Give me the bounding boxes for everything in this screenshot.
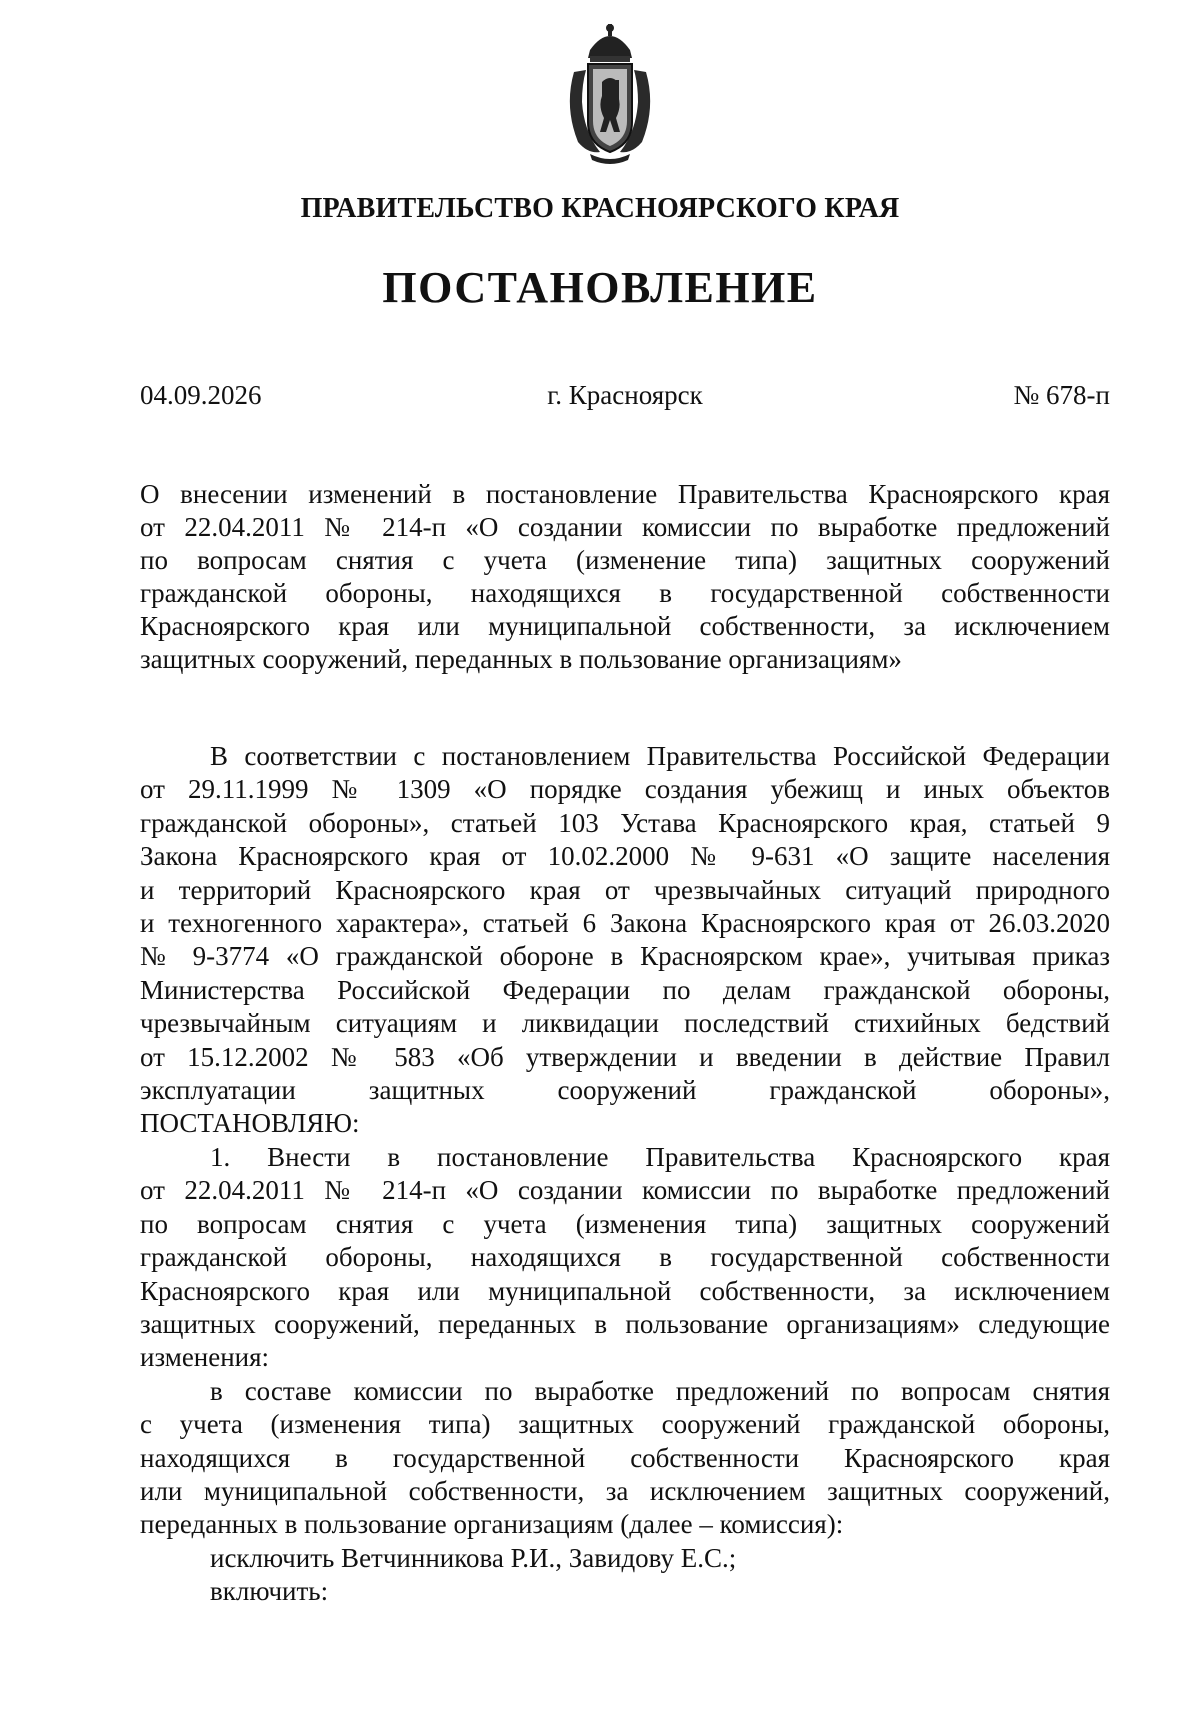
preamble-line: № 9-3774 «О гражданской обороне в Красноярском крае», учитывая приказ (140, 941, 1110, 972)
document-body (140, 740, 1110, 1609)
item-1 (140, 1141, 1110, 1375)
item-1-line: по вопросам снятия с учета (изменения типа) защитных сооружений (140, 1208, 1110, 1239)
decree-word: ПОСТАНОВЛЯЮ: (140, 1108, 360, 1139)
composition-line: с учета (изменения типа) защитных сооружений гражданской обороны, (140, 1409, 1110, 1440)
preamble-line: и территорий Красноярского края от чрезвычайных ситуаций природного (140, 874, 1110, 905)
composition-line: находящихся в государственной собственности Красноярского края (140, 1442, 1110, 1473)
document-meta (140, 380, 1110, 420)
composition-line: переданных в пользование организациям (далее – комиссия): (140, 1509, 844, 1540)
document-number: № 678-п (1013, 380, 1110, 410)
item-1-line: Красноярского края или муниципальной собственности, за исключением (140, 1275, 1110, 1306)
subject-line: Красноярского края или муниципальной собственности, за исключением (140, 611, 1110, 641)
document-subject (140, 478, 1110, 676)
subject-line: по вопросам снятия с учета (изменение типа) защитных сооружений (140, 545, 1110, 575)
issuing-authority: ПРАВИТЕЛЬСТВО КРАСНОЯРСКОГО КРАЯ (300, 193, 900, 224)
preamble (140, 740, 1110, 1141)
item-1-line: 1. Внести в постановление Правительства Красноярского края (210, 1141, 1110, 1172)
document-type-title: ПОСТАНОВЛЕНИЕ (382, 263, 818, 312)
composition-line: или муниципальной собственности, за исключением защитных сооружений, (140, 1475, 1110, 1506)
item-1-line: защитных сооружений, переданных в пользование организациям» следующие (140, 1308, 1110, 1339)
item-1-line: изменения: (140, 1342, 270, 1373)
preamble-line: эксплуатации защитных сооружений гражданской обороны», (140, 1075, 1110, 1106)
exclude-line: исключить Ветчинникова Р.И., Завидову Е.С.; (210, 1542, 737, 1573)
document-date: 04.09.2026 (140, 380, 262, 410)
preamble-line: от 15.12.2002 № 583 «Об утверждении и введении в действие Правил (140, 1041, 1110, 1072)
preamble-line: гражданской обороны», статьей 103 Устава Красноярского края, статьей 9 (140, 807, 1110, 838)
document-city: г. Красноярск (547, 380, 703, 410)
coat-of-arms-emblem (560, 22, 660, 167)
preamble-line: и техногенного характера», статьей 6 Закона Красноярского края от 26.03.2020 (140, 908, 1110, 939)
item-1-line: от 22.04.2011 № 214-п «О создании комиссии по выработке предложений (140, 1175, 1110, 1206)
preamble-line: В соответствии с постановлением Правительства Российской Федерации (210, 741, 1110, 771)
include-line: включить: (210, 1576, 329, 1607)
commission-composition (140, 1375, 1110, 1609)
subject-line: О внесении изменений в постановление Правительства Красноярского края (140, 479, 1110, 509)
item-1-line: гражданской обороны, находящихся в государственной собственности (140, 1242, 1110, 1273)
preamble-line: Министерства Российской Федерации по делам гражданской обороны, (140, 974, 1110, 1005)
preamble-line: от 29.11.1999 № 1309 «О порядке создания убежищ и иных объектов (140, 774, 1110, 805)
subject-line: от 22.04.2011 № 214-п «О создании комиссии по выработке предложений (140, 512, 1110, 542)
composition-line: в составе комиссии по выработке предложений по вопросам снятия (210, 1375, 1110, 1406)
subject-line: защитных сооружений, переданных в пользование организациям» (140, 644, 902, 674)
preamble-line: Закона Красноярского края от 10.02.2000 № 9-631 «О защите населения (140, 841, 1110, 872)
preamble-line: чрезвычайным ситуациям и ликвидации последствий стихийных бедствий (140, 1008, 1110, 1039)
subject-line: гражданской обороны, находящихся в государственной собственности (140, 578, 1110, 608)
